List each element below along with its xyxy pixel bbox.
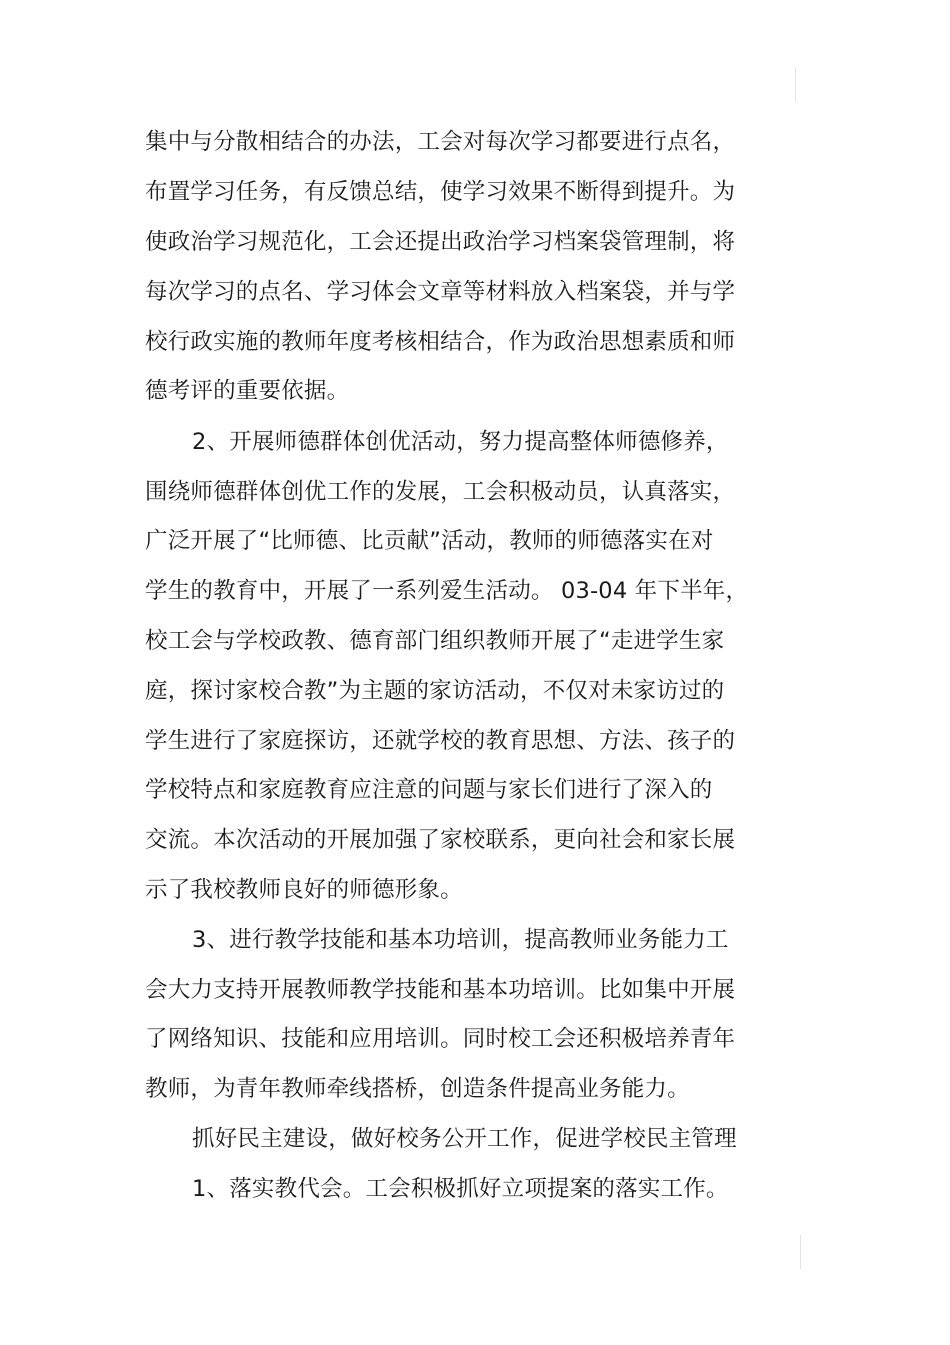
text-line: 德考评的重要依据。 (145, 378, 350, 404)
text-line: 会大力支持开展教师教学技能和基本功培训。比如集中开展 (145, 977, 736, 1003)
page-edge-mark (795, 68, 796, 102)
text-line: 校工会与学校政教、德育部门组织教师开展了“走进学生家 (145, 628, 725, 654)
text-line: 庭，探讨家校合教”为主题的家访活动，不仅对未家访过的 (145, 678, 725, 704)
text-line: 学生的教育中，开展了一系列爱生活动。 03-04 年下半年， (145, 578, 749, 604)
section-heading-line: 抓好民主建设，做好校务公开工作，促进学校民主管理 (192, 1126, 737, 1152)
text-line: 学生进行了家庭探访，还就学校的教育思想、方法、孩子的 (145, 728, 736, 754)
text-line: 广泛开展了“比师德、比贡献”活动，教师的师德落实在对 (145, 528, 714, 554)
text-line: 每次学习的点名、学习体会文章等材料放入档案袋，并与学 (145, 279, 736, 305)
text-line: 交流。本次活动的开展加强了家校联系，更向社会和家长展 (145, 827, 736, 853)
text-line: 学校特点和家庭教育应注意的问题与家长们进行了深入的 (145, 777, 713, 803)
paragraph-start-line: 1、落实教代会。工会积极抓好立项提案的落实工作。 (192, 1176, 729, 1202)
text-line: 教师，为青年教师牵线搭桥，创造条件提高业务能力。 (145, 1076, 690, 1102)
text-line: 使政治学习规范化，工会还提出政治学习档案袋管理制，将 (145, 229, 736, 255)
paragraph-start-line: 3、进行教学技能和基本功培训，提高教师业务能力工 (192, 927, 729, 953)
page-edge-mark (800, 1235, 801, 1269)
paragraph-start-line: 2、开展师德群体创优活动，努力提高整体师德修养， (192, 429, 729, 455)
text-line: 了网络知识、技能和应用培训。同时校工会还积极培养青年 (145, 1026, 736, 1052)
text-line: 围绕师德群体创优工作的发展，工会积极动员，认真落实， (145, 479, 736, 505)
text-line: 示了我校教师良好的师德形象。 (145, 877, 463, 903)
text-line: 集中与分散相结合的办法，工会对每次学习都要进行点名， (145, 129, 736, 155)
text-line: 校行政实施的教师年度考核相结合，作为政治思想素质和师 (145, 329, 736, 355)
text-line: 布置学习任务，有反馈总结，使学习效果不断得到提升。为 (145, 179, 736, 205)
